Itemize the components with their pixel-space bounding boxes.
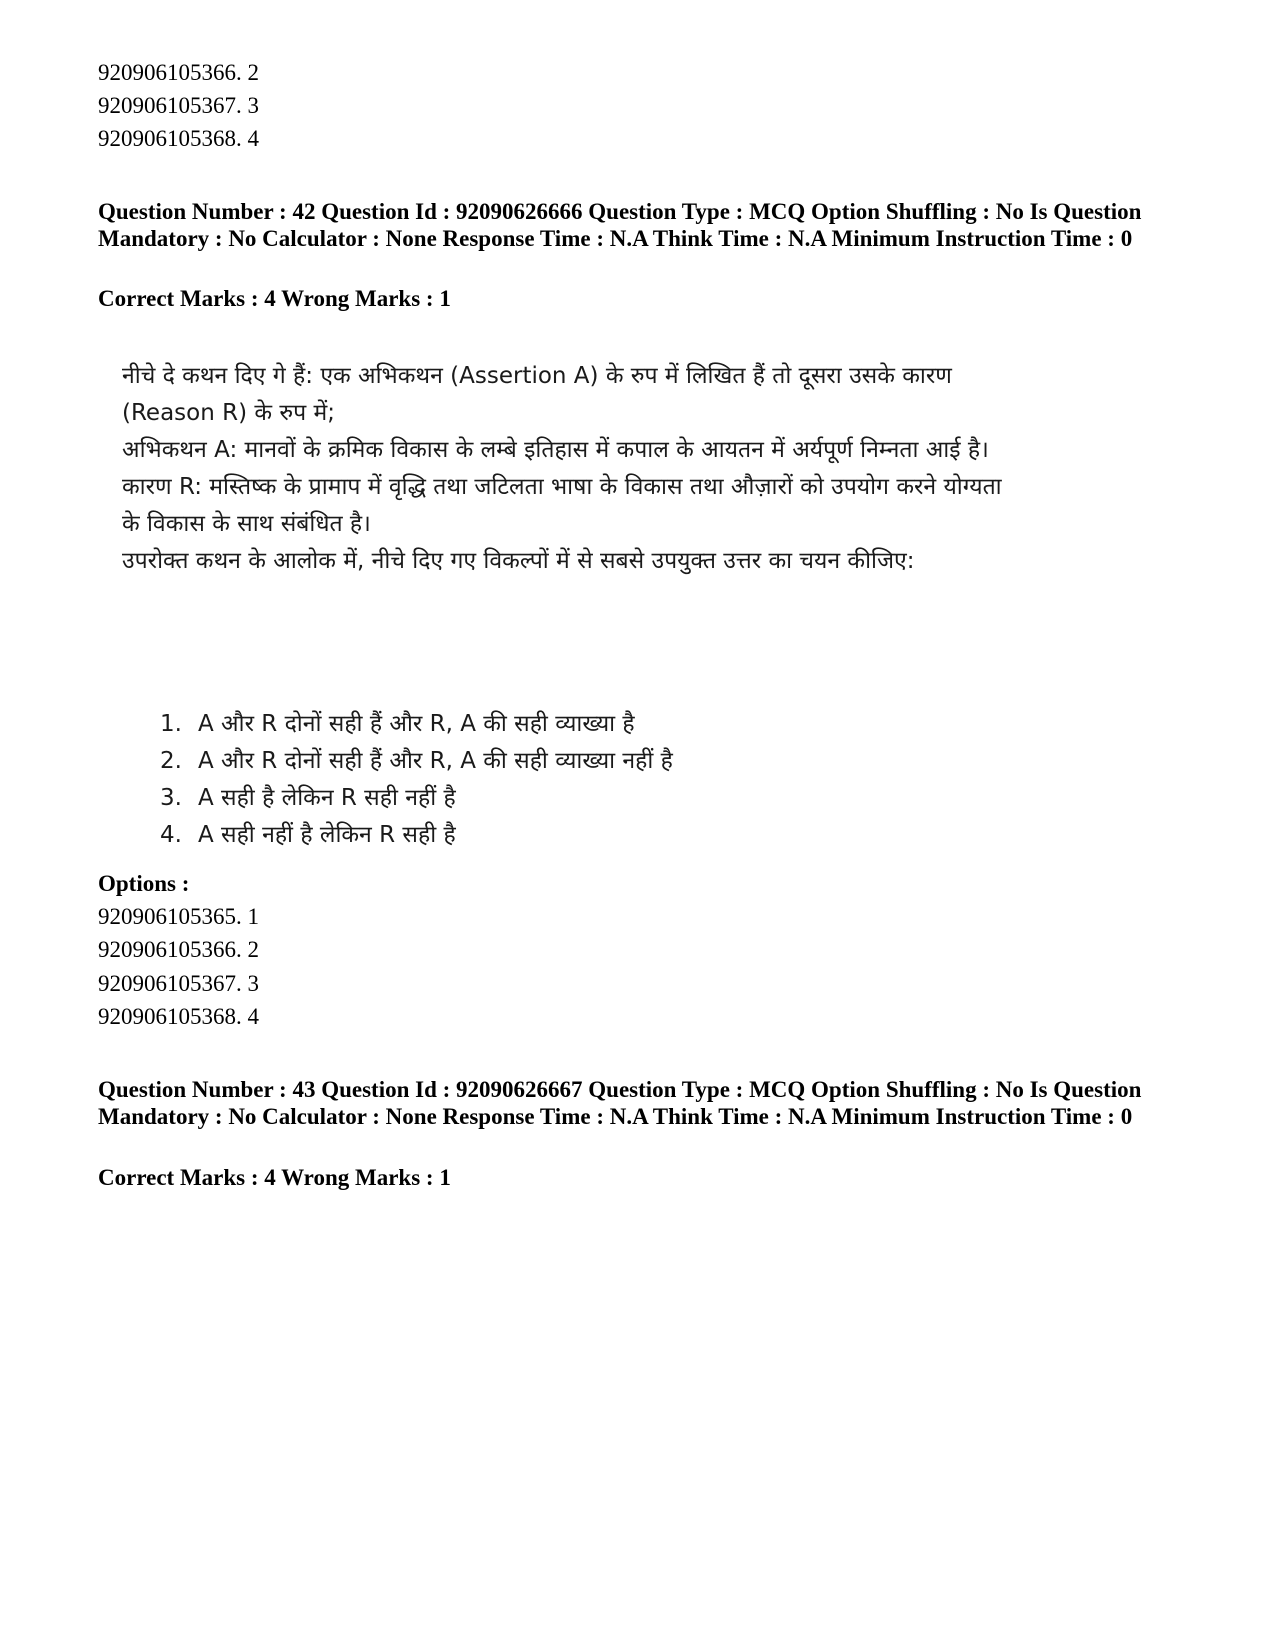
option-line: 920906105366. 2 xyxy=(98,60,259,85)
option-line: 920906105366. 2 xyxy=(98,937,259,962)
question-text-line: उपरोक्त कथन के आलोक में, नीचे दिए गए विकल्पों में से सबसे उपयुक्त उत्तर का चयन कीजिए: xyxy=(122,548,915,574)
choice-number: 2. xyxy=(160,748,182,774)
question-42-body xyxy=(122,358,1022,580)
choice-number: 3. xyxy=(160,785,182,811)
choice-item xyxy=(160,780,673,817)
choice-item xyxy=(160,743,673,780)
question-text-line: कारण R: मस्तिष्क के प्रामाप में वृद्धि तथा जटिलता भाषा के विकास तथा औज़ारों को उपयोग करने योग्यता के विकास के साथ संबंधित है। xyxy=(122,474,1002,537)
question-43-header: Question Number : 43 Question Id : 92090626667 Question Type : MCQ Option Shuffling : No Is Question Mandatory : No Calculator : None Response Time : N.A Think Time : N.A Minimum Instruction Time : 0 xyxy=(98,1077,1142,1129)
choice-item xyxy=(160,817,673,854)
option-line: 920906105367. 3 xyxy=(98,971,259,996)
choice-item xyxy=(160,706,673,743)
question-text-line: अभिकथन A: मानवों के क्रमिक विकास के लम्बे इतिहास में कपाल के आयतन में अर्यपूर्ण निम्नता आई है। xyxy=(122,437,989,463)
option-line: 920906105365. 1 xyxy=(98,904,259,929)
choice-number: 4. xyxy=(160,822,182,848)
option-line: 920906105367. 3 xyxy=(98,93,259,118)
question-text-line: नीचे दे कथन दिए गे हैं: एक अभिकथन (Assertion A) के रुप में लिखित हैं तो दूसरा उसके कारण (Reason R) के रुप में; xyxy=(122,363,952,426)
choice-text: A सही नहीं है लेकिन R सही है xyxy=(198,822,456,848)
question-42-choices xyxy=(160,706,673,854)
choice-text: A और R दोनों सही हैं और R, A की सही व्याख्या नहीं है xyxy=(198,748,673,774)
options-label: Options : xyxy=(98,871,190,896)
question-42-header: Question Number : 42 Question Id : 92090626666 Question Type : MCQ Option Shuffling : No Is Question Mandatory : No Calculator : None Response Time : N.A Think Time : N.A Minimum Instruction Time : 0 xyxy=(98,199,1142,251)
option-line: 920906105368. 4 xyxy=(98,1004,259,1029)
question-43-marks: Correct Marks : 4 Wrong Marks : 1 xyxy=(98,1165,451,1190)
choice-number: 1. xyxy=(160,711,182,737)
option-line: 920906105368. 4 xyxy=(98,126,259,151)
choice-text: A और R दोनों सही हैं और R, A की सही व्याख्या है xyxy=(198,711,635,737)
choice-text: A सही है लेकिन R सही नहीं है xyxy=(198,785,456,811)
question-42-marks: Correct Marks : 4 Wrong Marks : 1 xyxy=(98,286,451,311)
